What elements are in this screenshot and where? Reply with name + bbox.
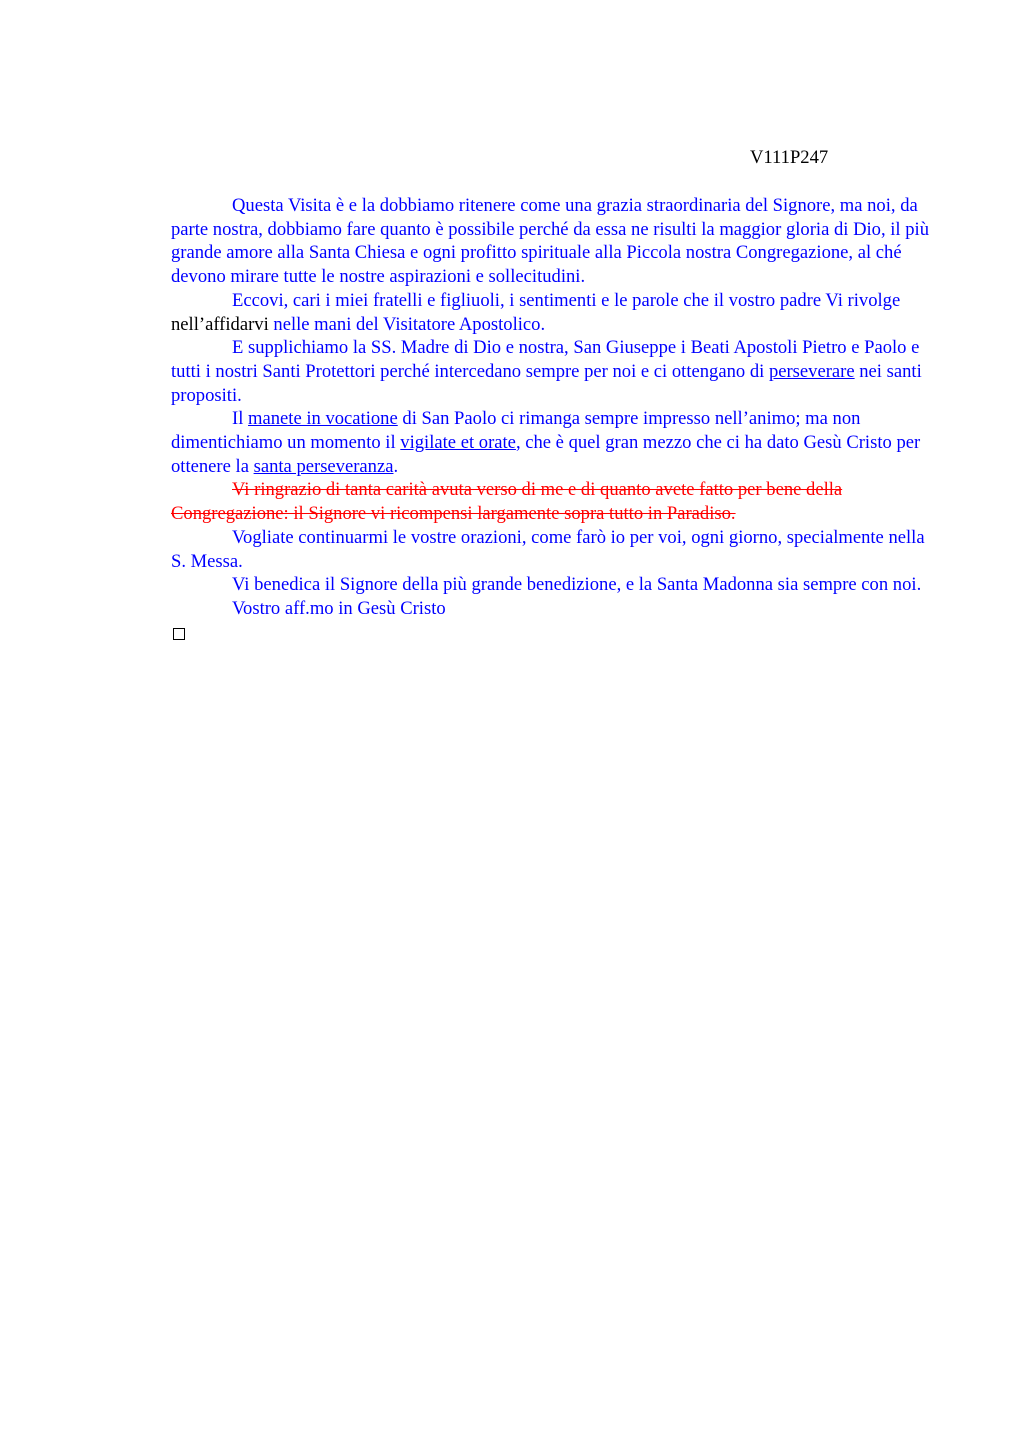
paragraph-6: Vogliate continuarmi le vostre orazioni, come farò io per voi, ogni giorno, specialmente nella S. Messa. (171, 526, 925, 572)
underlined-manete-in-vocatione: manete in vocatione (248, 408, 398, 430)
empty-checkbox-icon (173, 628, 185, 640)
paragraph-4 (171, 407, 931, 478)
paragraph-3-part-b: nei santi propositi. (171, 360, 922, 406)
paragraph-4-part-c: , che è quel gran mezzo che ci ha dato Gesù Cristo per ottenere la (171, 432, 921, 477)
paragraph-4-part-b: di San Paolo ci rimanga sempre impresso nell’animo; ma non dimentichiamo un momento il (171, 408, 861, 454)
letter-body (171, 194, 931, 640)
underlined-santa-perseveranza: santa perseveranza (253, 455, 394, 477)
paragraph-3 (171, 336, 931, 407)
paragraph-2-part-c: nelle mani del Visitatore Apostolico. (268, 313, 546, 335)
paragraph-2 (171, 289, 931, 336)
paragraph-4-part-d: . (393, 455, 399, 477)
paragraph-2-part-a: Eccovi, cari i miei fratelli e figliuoli, i sentimenti e le parole che il vostro padre Vi rivolge (232, 289, 901, 311)
paragraph-2-black-word: nell’affidarvi (171, 313, 269, 335)
underlined-vigilate-et-orate: vigilate et orate (400, 432, 516, 454)
paragraph-4-part-a: Il (232, 408, 249, 430)
deleted-paragraph: Vi ringrazio di tanta carità avuta verso di me e di quanto avete fatto per bene della Congregazione: il Signore vi ricompensi largamente sopra tutto in Paradiso. (171, 479, 843, 525)
page-code: V111P247 (750, 147, 829, 168)
paragraph-3-part-a: E supplichiamo la SS. Madre di Dio e nostra, San Giuseppe i Beati Apostoli Pietro e Paolo e tutti i nostri Santi Protettori perché intercedano sempre per noi e ci ottengano di (171, 337, 920, 382)
signature-closing: Vostro aff.mo in Gesù Cristo (232, 597, 446, 619)
underlined-perseverare: perseverare (768, 360, 855, 382)
paragraph-1: Questa Visita è e la dobbiamo ritenere come una grazia straordinaria del Signore, ma noi, da parte nostra, dobbiamo fare quanto è possibile perché da essa ne risulti la maggior gloria di Dio, il più grande amore alla Santa Chiesa e ogni profitto spirituale alla Piccola nostra Congregazione, al ché devono mirare tutte le nostre aspirazioni e sollecitudini. (171, 195, 930, 288)
paragraph-7: Vi benedica il Signore della più grande benedizione, e la Santa Madonna sia sempre con noi. (232, 574, 922, 596)
